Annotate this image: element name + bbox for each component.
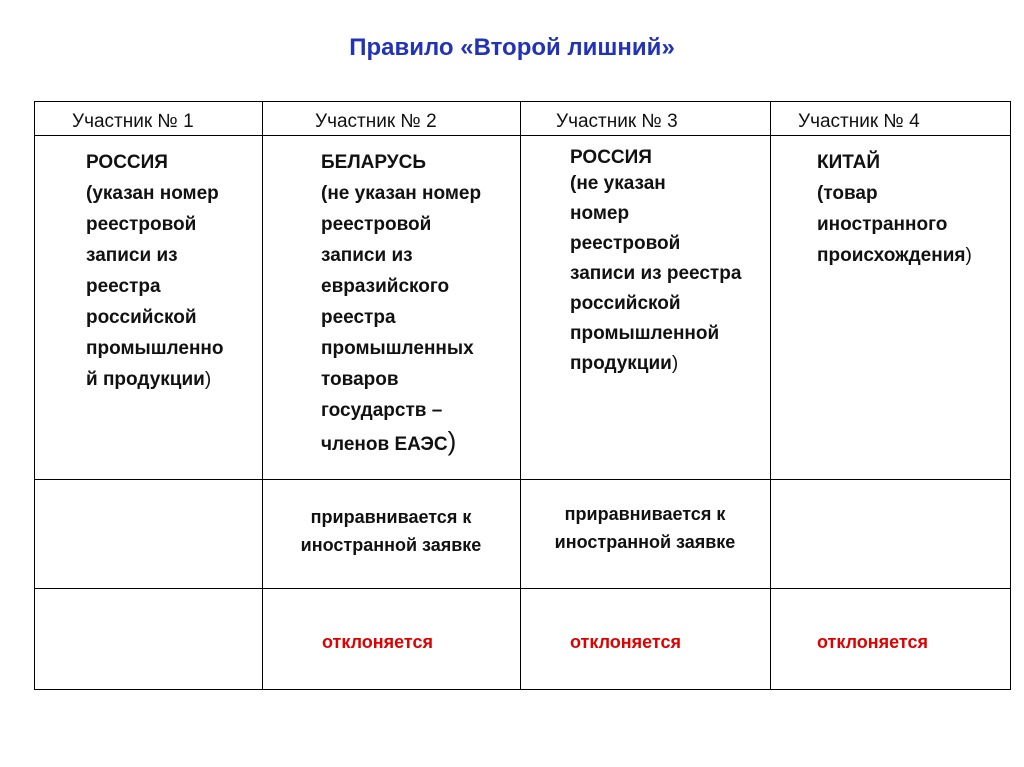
row-divider bbox=[35, 588, 1010, 589]
participant-1-country: РОССИЯ bbox=[86, 152, 168, 173]
participant-1-details-text: (указан номер реестровой записи из реестра российской промышленно й продукции bbox=[86, 183, 224, 390]
participant-4-rejected: отклоняется bbox=[817, 632, 929, 652]
column-divider bbox=[262, 102, 263, 689]
participant-3-details-text: (не указан номер реестровой записи из реестра российской промышленной продукции bbox=[570, 173, 742, 374]
participant-1-cell bbox=[86, 147, 224, 395]
participant-3-country: РОССИЯ bbox=[570, 147, 652, 168]
participant-2-equated-note: приравнивается к иностранной заявке bbox=[300, 507, 482, 555]
participant-2-details-close: ) bbox=[447, 426, 457, 456]
participant-2-details bbox=[321, 178, 481, 460]
page-title: Правило «Второй лишний» bbox=[349, 34, 675, 61]
participant-3-details bbox=[570, 169, 741, 379]
participant-4-details-close: ) bbox=[965, 245, 972, 266]
participant-3-rejected: отклоняется bbox=[570, 632, 682, 652]
row-divider bbox=[35, 479, 1010, 480]
participant-2-rejected: отклоняется bbox=[322, 632, 434, 652]
participant-3-cell bbox=[570, 147, 741, 379]
participant-2-cell bbox=[321, 147, 481, 460]
header-divider bbox=[35, 135, 1010, 136]
participant-4-country: КИТАЙ bbox=[817, 152, 881, 173]
participant-3-equated-note: приравнивается к иностранной заявке bbox=[554, 504, 736, 552]
column-header-participant-2: Участник № 2 bbox=[315, 111, 437, 132]
participant-4-cell bbox=[817, 147, 972, 271]
participant-1-details-close: ) bbox=[204, 369, 212, 390]
column-header-participant-3: Участник № 3 bbox=[556, 111, 678, 132]
participant-3-details-close: ) bbox=[671, 353, 679, 374]
column-header-participant-1: Участник № 1 bbox=[72, 111, 194, 132]
participant-2-country: БЕЛАРУСЬ bbox=[321, 152, 427, 173]
participant-4-details bbox=[817, 178, 972, 271]
column-header-participant-4: Участник № 4 bbox=[798, 111, 920, 132]
participant-4-details-text: (товар иностранного происхождения bbox=[817, 183, 966, 266]
column-divider bbox=[520, 102, 521, 689]
participant-1-details bbox=[86, 178, 224, 395]
participant-2-details-text: (не указан номер реестровой записи из евразийского реестра промышленных товаров государств – членов ЕАЭС bbox=[321, 183, 482, 455]
column-divider bbox=[770, 102, 771, 689]
